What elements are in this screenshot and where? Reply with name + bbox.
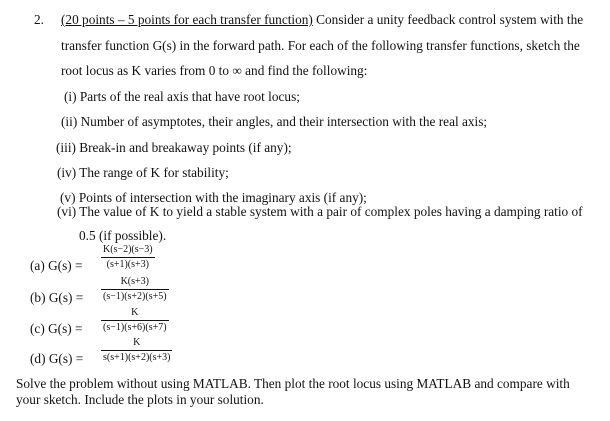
function-d-denominator: s(s+1)(s+2)(s+3) (103, 352, 171, 363)
item-vi-continued: 0.5 (if possible). (79, 228, 167, 243)
closing-line-2: your sketch. Include the plots in your solution. (16, 392, 264, 407)
function-a-fraction (101, 244, 155, 271)
function-b-denominator: (s−1)(s+2)(s+5) (103, 291, 167, 302)
function-d-label: (d) G(s) = (30, 351, 84, 366)
function-b-label: (b) G(s) = (30, 290, 84, 305)
function-c-denominator: (s−1)(s+6)(s+7) (103, 322, 167, 333)
problem-number: 2. (34, 12, 44, 27)
function-b-fraction (101, 276, 169, 303)
intro-line-3: root locus as K varies from 0 to ∞ and find the following: (61, 63, 368, 78)
points-note: (20 points – 5 points for each transfer function) (61, 12, 313, 27)
function-a-label: (a) G(s) = (30, 258, 83, 273)
function-c-fraction (101, 307, 169, 334)
function-c-numerator: K (101, 307, 169, 321)
function-a-denominator: (s+1)(s+3) (106, 259, 149, 270)
function-d-numerator: K (101, 337, 172, 351)
intro-line-2: transfer function G(s) in the forward path. For each of the following transfer functions, sketch the (61, 38, 580, 53)
item-v: (v) Points of intersection with the imaginary axis (if any); (60, 190, 367, 205)
function-c-label: (c) G(s) = (30, 321, 83, 336)
item-iii: (iii) Break-in and breakaway points (if any); (56, 140, 292, 155)
closing-line-1: Solve the problem without using MATLAB. Then plot the root locus using MATLAB and compare with (16, 376, 570, 391)
function-a-numerator: K(s−2)(s−3) (101, 244, 155, 258)
intro-line-1 (61, 12, 583, 28)
function-d-fraction (101, 337, 172, 364)
item-i: (i) Parts of the real axis that have root locus; (64, 89, 300, 104)
item-iv: (iv) The range of K for stability; (57, 165, 229, 180)
intro-text-1: Consider a unity feedback control system with the (312, 12, 584, 27)
function-b-numerator: K(s+3) (101, 276, 169, 290)
item-ii: (ii) Number of asymptotes, their angles, and their intersection with the real axis; (61, 114, 488, 129)
item-vi: (vi) The value of K to yield a stable system with a pair of complex poles having a damping ratio of (57, 204, 583, 219)
